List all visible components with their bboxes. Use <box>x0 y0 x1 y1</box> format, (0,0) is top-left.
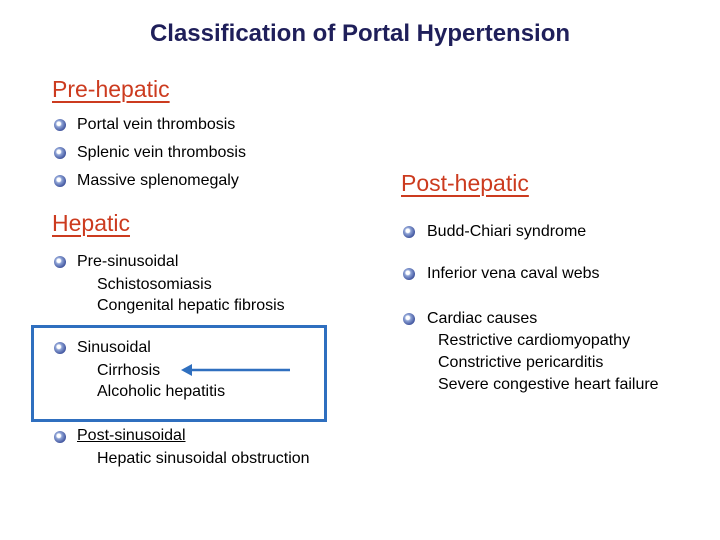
bullet-icon <box>403 268 415 280</box>
post-sinusoidal-label: Post-sinusoidal <box>77 427 186 444</box>
pre-sinusoidal-sub: Schistosomiasis <box>97 276 212 293</box>
post-hepatic-heading: Post-hepatic <box>401 170 529 196</box>
post-hepatic-item: Inferior vena caval webs <box>427 265 600 282</box>
sinusoidal-sub: Cirrhosis <box>97 362 161 379</box>
bullet-icon <box>54 431 66 443</box>
post-hepatic-item: Cardiac causes <box>427 310 538 327</box>
pre-hepatic-heading: Pre-hepatic <box>52 76 170 102</box>
post-sinusoidal-sub: Hepatic sinusoidal obstruction <box>97 450 310 467</box>
pre-hepatic-item: Portal vein thrombosis <box>77 116 236 133</box>
sinusoidal-label: Sinusoidal <box>77 339 151 356</box>
bullet-icon <box>403 226 415 238</box>
sinusoidal-sub: Alcoholic hepatitis <box>97 383 226 400</box>
cardiac-sub: Severe congestive heart failure <box>438 376 659 393</box>
page-title: Classification of Portal Hypertension <box>149 20 571 47</box>
pre-hepatic-item: Massive splenomegaly <box>77 172 239 189</box>
cardiac-sub: Constrictive pericarditis <box>438 354 604 371</box>
hepatic-heading: Hepatic <box>52 210 130 236</box>
pre-sinusoidal-label: Pre-sinusoidal <box>77 253 179 270</box>
bullet-icon <box>403 313 415 325</box>
pre-sinusoidal-sub: Congenital hepatic fibrosis <box>97 297 285 314</box>
cardiac-sub: Restrictive cardiomyopathy <box>438 332 631 349</box>
post-hepatic-item: Budd-Chiari syndrome <box>427 223 587 240</box>
pre-hepatic-item: Splenic vein thrombosis <box>77 144 246 161</box>
